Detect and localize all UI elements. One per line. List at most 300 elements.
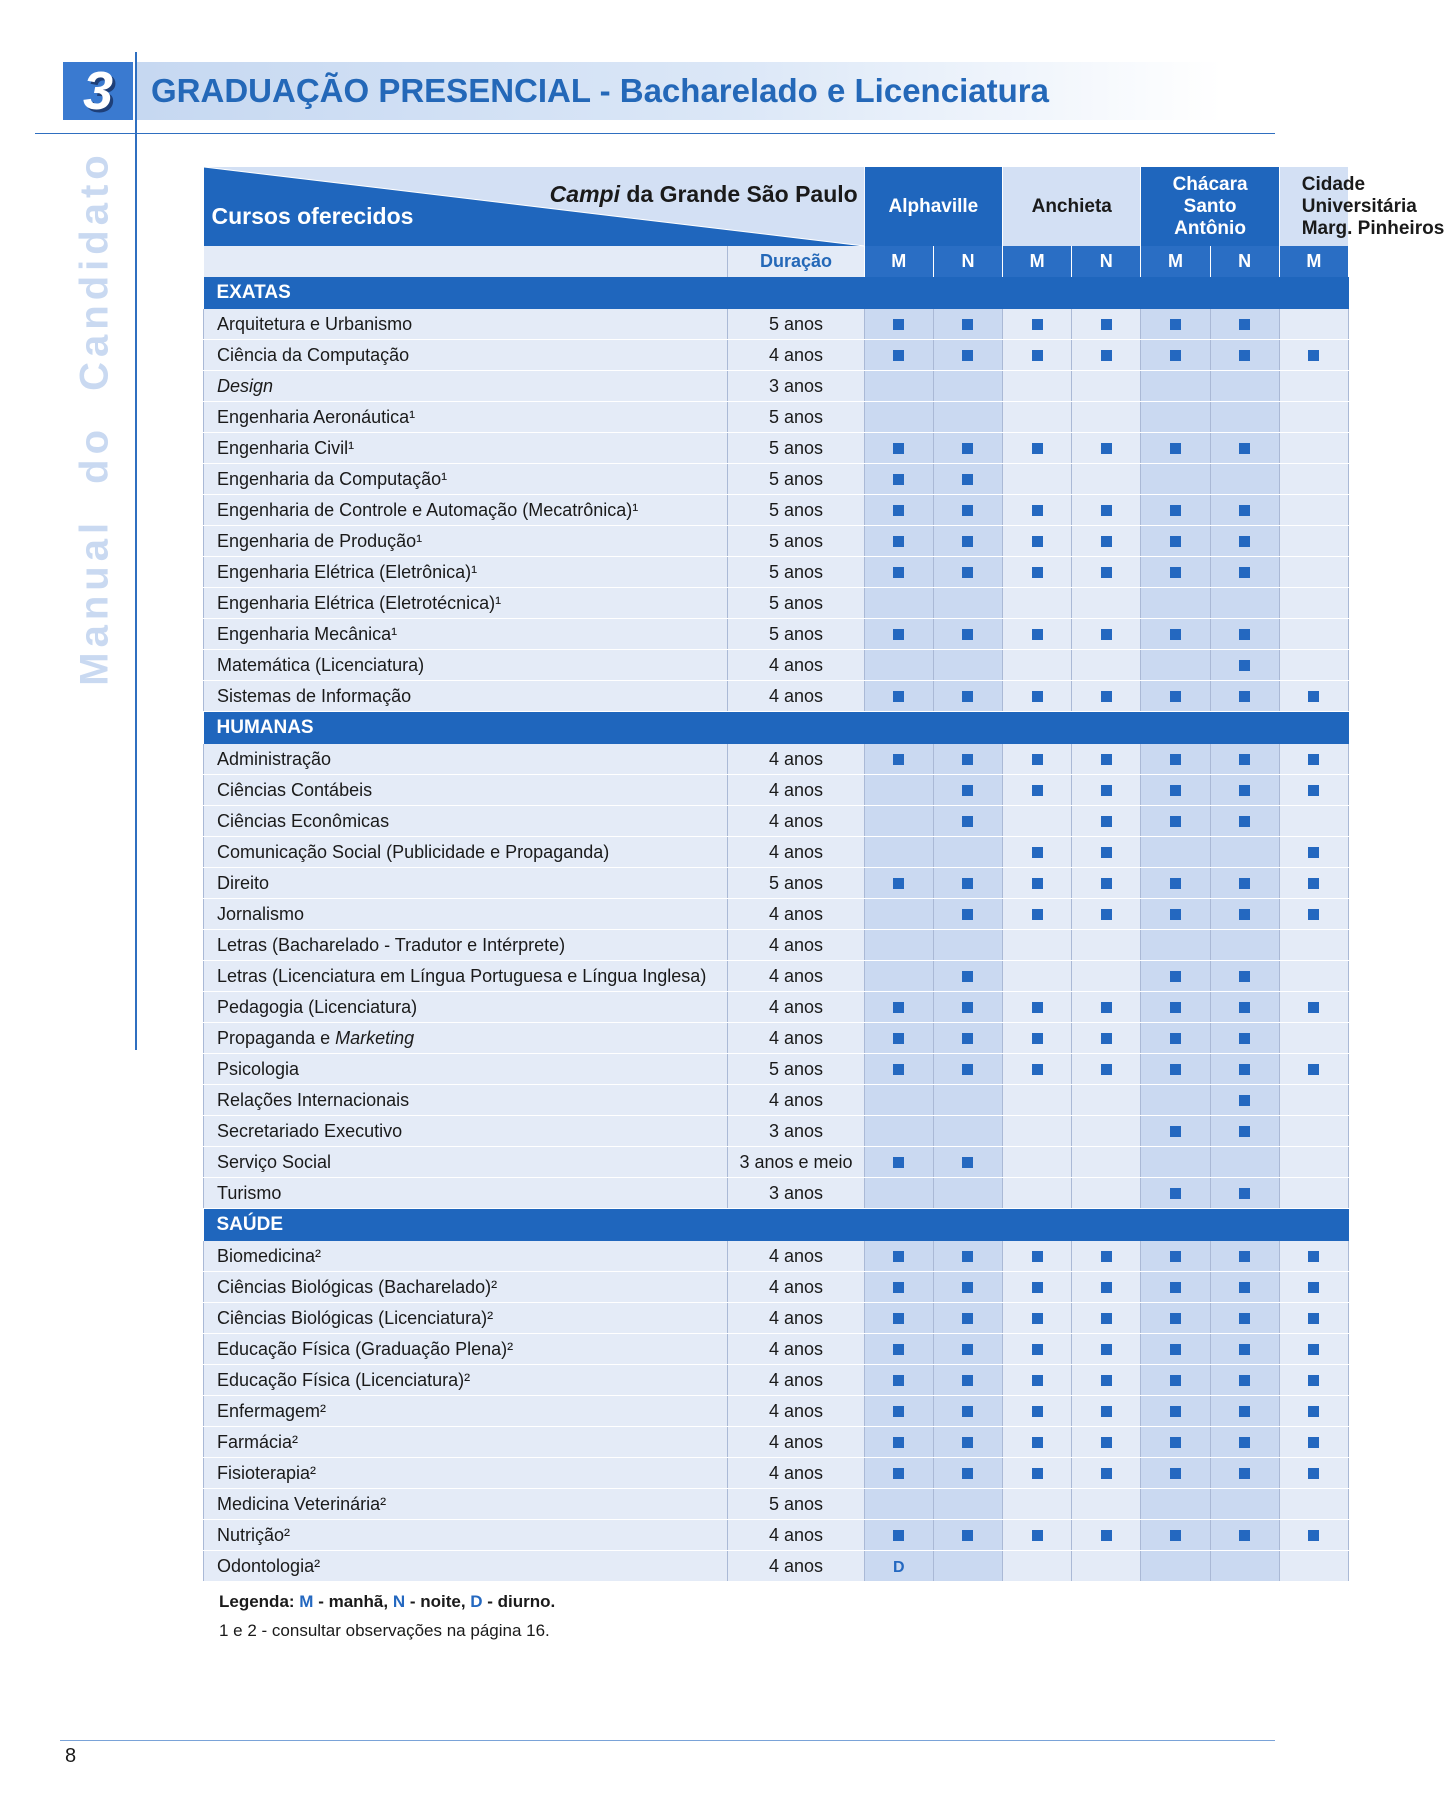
offered-square-icon <box>962 350 973 361</box>
availability-cell <box>1072 309 1141 340</box>
offered-square-icon <box>1308 1282 1319 1293</box>
availability-cell <box>864 526 933 557</box>
availability-cell <box>1072 1458 1141 1489</box>
course-duration: 5 anos <box>728 526 864 557</box>
course-duration: 3 anos <box>728 371 864 402</box>
offered-square-icon <box>1170 1437 1181 1448</box>
chapter-number: 3 <box>82 61 114 121</box>
availability-cell <box>1003 371 1072 402</box>
course-name-text: Psicologia <box>217 1058 300 1079</box>
legend-d-text: - diurno. <box>482 1592 556 1611</box>
availability-cell <box>1210 433 1279 464</box>
table-row <box>204 1365 1349 1396</box>
course-duration: 4 anos <box>728 1551 864 1582</box>
offered-square-icon <box>893 1437 904 1448</box>
offered-square-icon <box>1308 1375 1319 1386</box>
offered-square-icon <box>1101 1282 1112 1293</box>
offered-square-icon <box>962 1002 973 1013</box>
offered-square-icon <box>1170 754 1181 765</box>
availability-cell <box>864 806 933 837</box>
availability-cell <box>1210 1489 1279 1520</box>
availability-cell <box>1141 1303 1210 1334</box>
section-row <box>204 712 1349 745</box>
availability-cell <box>864 961 933 992</box>
table-row <box>204 961 1349 992</box>
availability-cell <box>1072 899 1141 930</box>
course-duration: 5 anos <box>728 1054 864 1085</box>
offered-square-icon <box>1239 1375 1250 1386</box>
table-body <box>204 277 1349 1582</box>
offered-square-icon <box>1032 1313 1043 1324</box>
section-row <box>204 277 1349 309</box>
availability-cell <box>1210 464 1279 495</box>
availability-cell <box>1003 961 1072 992</box>
offered-square-icon <box>1032 754 1043 765</box>
section-row <box>204 1209 1349 1242</box>
offered-square-icon <box>1101 878 1112 889</box>
availability-cell <box>1072 1520 1141 1551</box>
offered-square-icon <box>1239 971 1250 982</box>
availability-cell <box>1210 899 1279 930</box>
course-name-text: Administração <box>217 748 332 769</box>
availability-cell <box>1141 402 1210 433</box>
offered-square-icon <box>962 971 973 982</box>
table-row <box>204 681 1349 712</box>
availability-cell <box>864 309 933 340</box>
course-duration: 4 anos <box>728 1427 864 1458</box>
course-name <box>204 1054 728 1085</box>
course-name-text: Matemática (Licenciatura) <box>217 654 425 675</box>
course-name <box>204 1303 728 1334</box>
availability-cell <box>1141 1520 1210 1551</box>
availability-cell <box>1279 899 1348 930</box>
campi-label-italic: Campi <box>549 181 620 207</box>
offered-square-icon <box>1308 1064 1319 1075</box>
availability-cell <box>1279 1489 1348 1520</box>
course-name-text: Direito <box>217 872 270 893</box>
course-name <box>204 1551 728 1582</box>
availability-cell <box>1279 992 1348 1023</box>
course-name-text: Farmácia² <box>217 1431 299 1452</box>
course-name <box>204 495 728 526</box>
table-row <box>204 806 1349 837</box>
availability-cell <box>1003 1427 1072 1458</box>
course-duration: 5 anos <box>728 495 864 526</box>
slot-header-n: N <box>1210 246 1279 277</box>
course-name <box>204 433 728 464</box>
availability-cell <box>864 433 933 464</box>
availability-cell <box>1210 1427 1279 1458</box>
offered-square-icon <box>1032 847 1043 858</box>
offered-square-icon <box>1170 505 1181 516</box>
availability-cell <box>933 868 1002 899</box>
legend-prefix: Legenda: <box>219 1592 300 1611</box>
offered-square-icon <box>1032 878 1043 889</box>
offered-square-icon <box>1239 1126 1250 1137</box>
course-duration: 5 anos <box>728 309 864 340</box>
table-row <box>204 899 1349 930</box>
course-duration: 4 anos <box>728 1520 864 1551</box>
offered-square-icon <box>1032 1344 1043 1355</box>
course-name <box>204 681 728 712</box>
slot-header-n: N <box>1072 246 1141 277</box>
chapter-title: GRADUAÇÃO PRESENCIAL - Bacharelado e Licenciatura <box>151 72 1049 109</box>
offered-square-icon <box>1239 754 1250 765</box>
offered-square-icon <box>1239 1251 1250 1262</box>
offered-square-icon <box>1239 629 1250 640</box>
availability-cell <box>1141 495 1210 526</box>
offered-square-icon <box>893 443 904 454</box>
availability-cell <box>1279 557 1348 588</box>
offered-square-icon <box>1032 1033 1043 1044</box>
offered-square-icon <box>1101 629 1112 640</box>
offered-square-icon <box>1101 1344 1112 1355</box>
courses-table <box>203 167 1445 1582</box>
availability-cell <box>1210 340 1279 371</box>
table-row <box>204 371 1349 402</box>
availability-cell <box>1210 961 1279 992</box>
offered-square-icon <box>1032 319 1043 330</box>
offered-square-icon <box>1032 1064 1043 1075</box>
table-row <box>204 1147 1349 1178</box>
availability-cell <box>1210 681 1279 712</box>
offered-square-icon <box>1239 816 1250 827</box>
table-row <box>204 1458 1349 1489</box>
availability-cell <box>1279 1427 1348 1458</box>
offered-square-icon <box>1101 319 1112 330</box>
course-name-text: Medicina Veterinária² <box>217 1493 387 1514</box>
availability-cell <box>933 495 1002 526</box>
availability-cell <box>1003 1023 1072 1054</box>
offered-square-icon <box>962 1530 973 1541</box>
course-duration: 5 anos <box>728 402 864 433</box>
availability-cell <box>1279 433 1348 464</box>
availability-cell <box>933 340 1002 371</box>
availability-cell <box>933 526 1002 557</box>
offered-square-icon <box>893 754 904 765</box>
availability-cell <box>1072 1489 1141 1520</box>
course-name-text: Turismo <box>217 1182 282 1203</box>
offered-square-icon <box>1170 1344 1181 1355</box>
course-name-text: Engenharia Elétrica (Eletrotécnica)¹ <box>217 592 502 613</box>
availability-cell <box>1003 340 1072 371</box>
availability-cell <box>1003 806 1072 837</box>
offered-square-icon <box>1170 1033 1181 1044</box>
cursos-oferecidos-label: Cursos oferecidos <box>211 203 414 229</box>
availability-cell <box>1279 961 1348 992</box>
course-name <box>204 1489 728 1520</box>
availability-cell <box>1141 837 1210 868</box>
offered-square-icon <box>962 1437 973 1448</box>
offered-square-icon <box>1170 1530 1181 1541</box>
availability-cell <box>1072 1085 1141 1116</box>
availability-cell <box>1141 526 1210 557</box>
availability-cell <box>864 495 933 526</box>
availability-cell <box>1279 930 1348 961</box>
course-duration: 4 anos <box>728 1334 864 1365</box>
table-row <box>204 1023 1349 1054</box>
availability-cell <box>864 1023 933 1054</box>
availability-cell <box>933 992 1002 1023</box>
course-duration: 4 anos <box>728 1396 864 1427</box>
availability-cell <box>1141 1551 1210 1582</box>
availability-cell <box>864 588 933 619</box>
availability-cell <box>1210 1147 1279 1178</box>
availability-cell <box>1072 464 1141 495</box>
course-name <box>204 340 728 371</box>
offered-square-icon <box>893 1157 904 1168</box>
course-name-text: Engenharia Civil¹ <box>217 437 355 458</box>
availability-cell <box>1003 1147 1072 1178</box>
availability-cell <box>1210 1303 1279 1334</box>
availability-cell <box>1279 1272 1348 1303</box>
course-duration: 4 anos <box>728 681 864 712</box>
offered-square-icon <box>893 1375 904 1386</box>
availability-cell <box>1003 1085 1072 1116</box>
availability-cell <box>1279 1396 1348 1427</box>
availability-cell <box>1141 1241 1210 1272</box>
availability-cell <box>933 775 1002 806</box>
course-name-text: Arquitetura e Urbanismo <box>217 313 413 334</box>
course-name <box>204 650 728 681</box>
availability-cell <box>1141 868 1210 899</box>
availability-cell <box>933 837 1002 868</box>
footnote: 1 e 2 - consultar observações na página 16. <box>219 1621 550 1640</box>
campi-label <box>550 181 858 208</box>
availability-cell <box>1279 806 1348 837</box>
offered-square-icon <box>1101 691 1112 702</box>
offered-square-icon <box>1170 1126 1181 1137</box>
table-row <box>204 868 1349 899</box>
offered-square-icon <box>1032 1530 1043 1541</box>
course-name <box>204 557 728 588</box>
availability-cell <box>1210 1365 1279 1396</box>
availability-cell <box>1072 1023 1141 1054</box>
availability-cell <box>1003 402 1072 433</box>
availability-cell <box>864 992 933 1023</box>
offered-square-icon <box>962 319 973 330</box>
offered-square-icon <box>962 505 973 516</box>
offered-square-icon <box>1101 1002 1112 1013</box>
offered-square-icon <box>1101 1437 1112 1448</box>
availability-cell <box>864 371 933 402</box>
offered-square-icon <box>1101 1251 1112 1262</box>
table-row <box>204 1085 1349 1116</box>
offered-square-icon <box>1308 1251 1319 1262</box>
availability-cell <box>1072 433 1141 464</box>
availability-cell <box>933 464 1002 495</box>
course-name <box>204 1396 728 1427</box>
offered-square-icon <box>1239 1344 1250 1355</box>
offered-square-icon <box>1308 691 1319 702</box>
availability-cell <box>1210 992 1279 1023</box>
course-duration: 4 anos <box>728 961 864 992</box>
availability-cell <box>1072 588 1141 619</box>
header-vertical-rule <box>135 52 137 1050</box>
campus-header-chacara-text: Chácara Santo Antônio <box>1172 173 1248 239</box>
availability-cell <box>1279 340 1348 371</box>
offered-square-icon <box>1101 567 1112 578</box>
offered-square-icon <box>962 816 973 827</box>
availability-cell <box>1003 1458 1072 1489</box>
offered-square-icon <box>1308 1406 1319 1417</box>
table-row <box>204 1427 1349 1458</box>
availability-cell <box>1072 1396 1141 1427</box>
availability-cell <box>1279 371 1348 402</box>
availability-cell <box>1141 806 1210 837</box>
offered-square-icon <box>962 754 973 765</box>
availability-cell <box>933 1147 1002 1178</box>
availability-cell <box>933 1023 1002 1054</box>
course-duration: 4 anos <box>728 1241 864 1272</box>
availability-cell <box>1279 588 1348 619</box>
offered-square-icon <box>962 1157 973 1168</box>
offered-square-icon <box>1032 691 1043 702</box>
availability-cell <box>1141 681 1210 712</box>
table-corner-header <box>204 167 865 246</box>
offered-square-icon <box>1239 1002 1250 1013</box>
course-name <box>204 1365 728 1396</box>
offered-square-icon <box>1101 1313 1112 1324</box>
offered-square-icon <box>893 1002 904 1013</box>
availability-cell <box>1003 837 1072 868</box>
offered-square-icon <box>893 350 904 361</box>
offered-square-icon <box>1239 1033 1250 1044</box>
availability-cell <box>1141 1427 1210 1458</box>
availability-cell <box>1072 557 1141 588</box>
offered-square-icon <box>893 1530 904 1541</box>
availability-cell <box>1210 806 1279 837</box>
offered-square-icon <box>1308 909 1319 920</box>
availability-cell <box>1279 1147 1348 1178</box>
course-duration: 4 anos <box>728 1303 864 1334</box>
offered-square-icon <box>1308 1002 1319 1013</box>
offered-square-icon <box>1308 1437 1319 1448</box>
course-name-text: Secretariado Executivo <box>217 1120 403 1141</box>
offered-square-icon <box>1239 909 1250 920</box>
offered-square-icon <box>1308 847 1319 858</box>
availability-cell <box>1279 681 1348 712</box>
course-name-text: Fisioterapia² <box>217 1462 317 1483</box>
availability-cell <box>933 1365 1002 1396</box>
availability-cell <box>1210 650 1279 681</box>
offered-square-icon <box>962 785 973 796</box>
campus-header-anchieta: Anchieta <box>1003 167 1141 246</box>
course-name <box>204 961 728 992</box>
course-name <box>204 526 728 557</box>
availability-cell <box>1003 1241 1072 1272</box>
offered-square-icon <box>1239 1468 1250 1479</box>
table-row <box>204 1303 1349 1334</box>
course-duration: 5 anos <box>728 464 864 495</box>
slot-header-n: N <box>933 246 1002 277</box>
availability-cell <box>1141 1365 1210 1396</box>
availability-cell <box>1003 1334 1072 1365</box>
availability-cell <box>1141 1458 1210 1489</box>
offered-square-icon <box>1170 1282 1181 1293</box>
availability-cell <box>864 1458 933 1489</box>
availability-cell <box>1279 1241 1348 1272</box>
availability-cell <box>864 775 933 806</box>
course-duration: 5 anos <box>728 588 864 619</box>
offered-square-icon <box>893 629 904 640</box>
course-name-part: Marketing <box>335 1027 415 1048</box>
offered-square-icon <box>1239 1313 1250 1324</box>
offered-square-icon <box>893 1313 904 1324</box>
availability-cell <box>1003 619 1072 650</box>
section-title: HUMANAS <box>204 712 1349 745</box>
availability-cell <box>1210 1085 1279 1116</box>
availability-cell <box>1141 1085 1210 1116</box>
table-row <box>204 433 1349 464</box>
availability-cell <box>1210 1520 1279 1551</box>
offered-square-icon <box>1101 350 1112 361</box>
availability-cell <box>1279 1054 1348 1085</box>
offered-square-icon <box>962 1282 973 1293</box>
offered-square-icon <box>893 691 904 702</box>
availability-cell <box>1003 1396 1072 1427</box>
offered-square-icon <box>1239 567 1250 578</box>
offered-square-icon <box>1170 1002 1181 1013</box>
offered-square-icon <box>1170 971 1181 982</box>
table-row <box>204 1489 1349 1520</box>
availability-cell <box>1279 1178 1348 1209</box>
offered-square-icon <box>1170 350 1181 361</box>
course-name <box>204 837 728 868</box>
availability-cell <box>1003 868 1072 899</box>
offered-square-icon <box>1239 1095 1250 1106</box>
availability-cell <box>1279 775 1348 806</box>
availability-cell <box>933 930 1002 961</box>
offered-square-icon <box>1032 785 1043 796</box>
availability-cell <box>933 744 1002 775</box>
legend-n-key: N <box>392 1592 406 1611</box>
course-duration: 3 anos e meio <box>728 1147 864 1178</box>
availability-cell <box>933 650 1002 681</box>
campus-header-chacara-santo-antonio <box>1141 167 1279 246</box>
course-name <box>204 930 728 961</box>
course-name-text: Letras (Licenciatura em Língua Portuguesa e Língua Inglesa) <box>217 965 707 986</box>
availability-cell <box>1279 1023 1348 1054</box>
availability-cell <box>1141 619 1210 650</box>
availability-cell <box>1210 868 1279 899</box>
availability-cell <box>1210 837 1279 868</box>
availability-cell <box>1279 464 1348 495</box>
offered-square-icon <box>1239 505 1250 516</box>
course-name <box>204 868 728 899</box>
offered-square-icon <box>893 505 904 516</box>
course-name <box>204 1178 728 1209</box>
offered-square-icon <box>962 474 973 485</box>
offered-square-icon <box>962 1033 973 1044</box>
availability-cell <box>1210 930 1279 961</box>
availability-cell <box>1003 433 1072 464</box>
availability-cell <box>1072 1147 1141 1178</box>
availability-cell <box>1210 1272 1279 1303</box>
availability-cell <box>1003 557 1072 588</box>
availability-cell <box>864 557 933 588</box>
offered-square-icon <box>1101 536 1112 547</box>
availability-cell <box>933 1334 1002 1365</box>
table-row <box>204 619 1349 650</box>
availability-cell <box>1210 402 1279 433</box>
table-row <box>204 1396 1349 1427</box>
course-name-text: Enfermagem² <box>217 1400 327 1421</box>
availability-cell <box>933 899 1002 930</box>
section-title: SAÚDE <box>204 1209 1349 1242</box>
table-row <box>204 775 1349 806</box>
offered-square-icon <box>1032 443 1043 454</box>
